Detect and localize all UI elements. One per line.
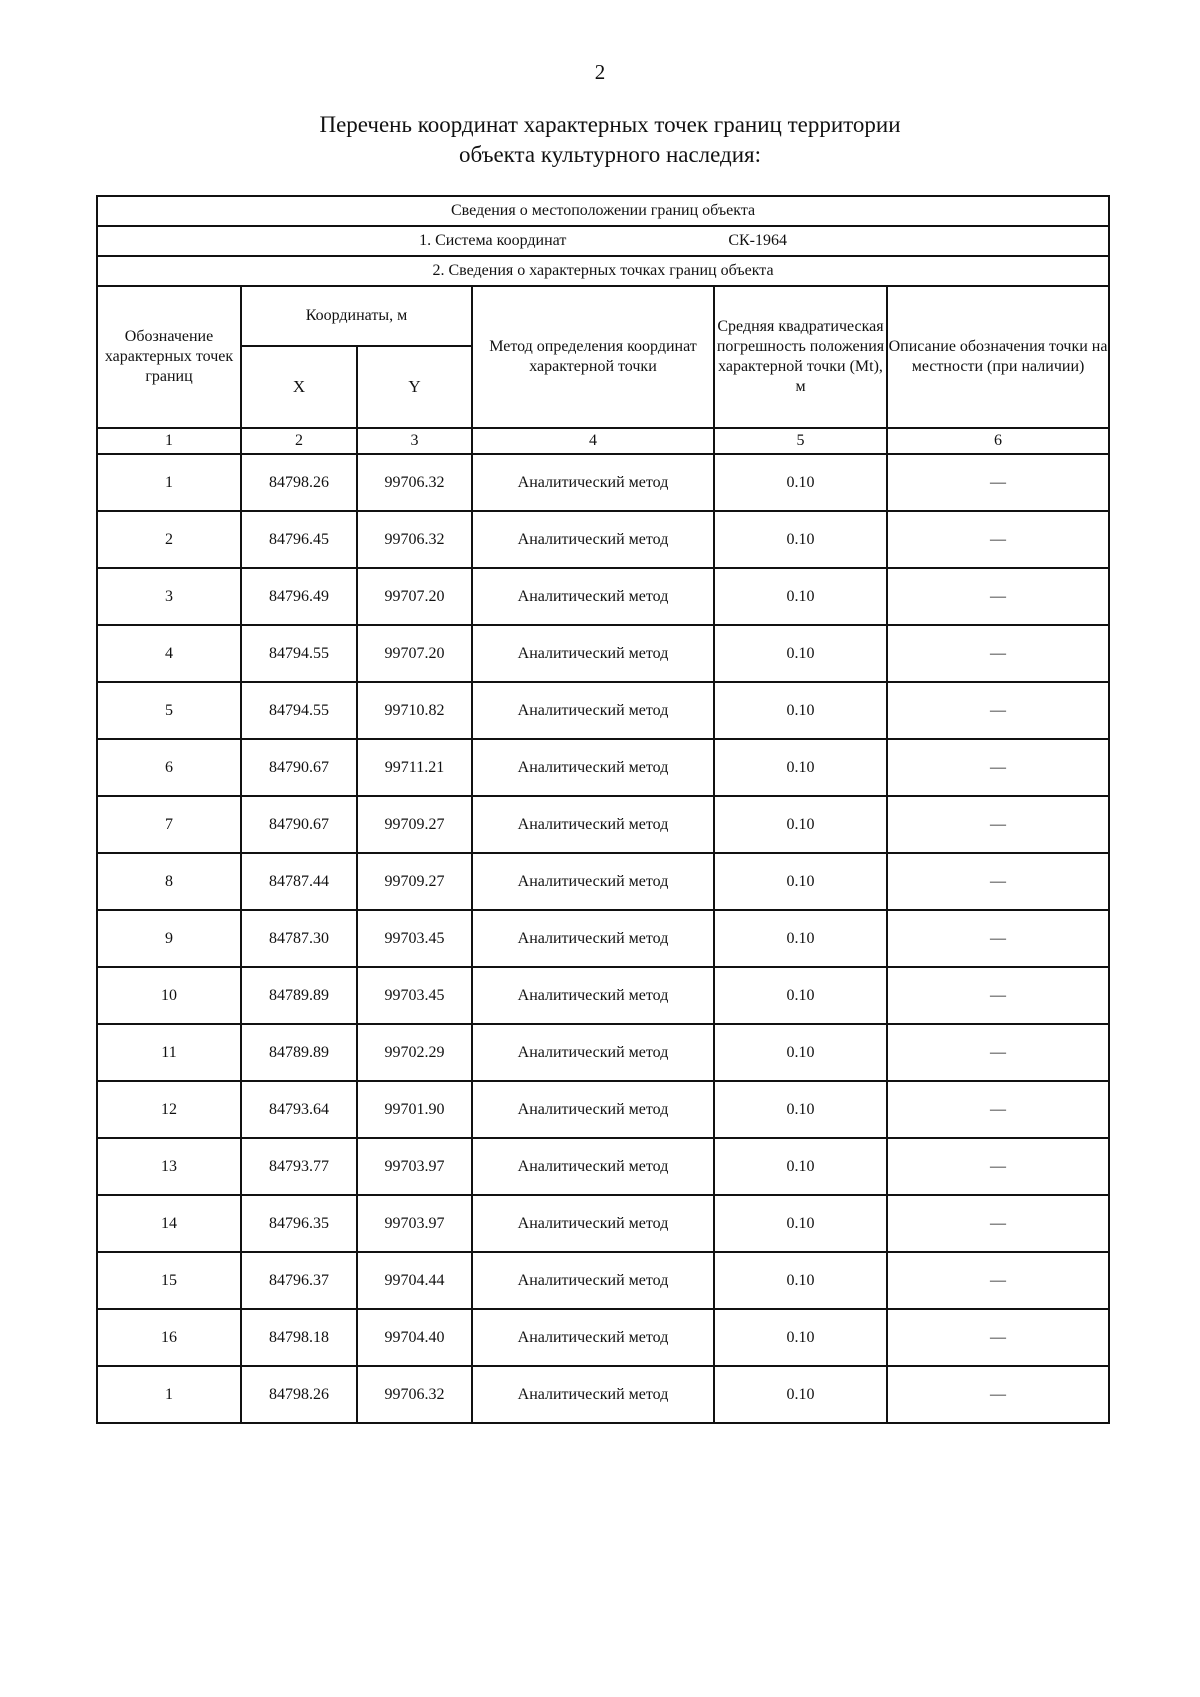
- table-row: [97, 967, 1109, 1024]
- error-cell: 0.10: [714, 1252, 887, 1309]
- column-number: 5: [714, 428, 887, 454]
- description-cell: —: [887, 853, 1109, 910]
- x-cell: 84793.64: [241, 1081, 357, 1138]
- x-cell: 84798.26: [241, 454, 357, 511]
- header-description: Описание обозначения точки на местности (при наличии): [887, 286, 1109, 428]
- coordinate-system-label: 1. Система координат: [419, 232, 567, 249]
- x-cell: 84796.37: [241, 1252, 357, 1309]
- error-cell: 0.10: [714, 1081, 887, 1138]
- error-cell: 0.10: [714, 1366, 887, 1423]
- y-cell: 99704.40: [357, 1309, 472, 1366]
- point-cell: 7: [97, 796, 241, 853]
- description-cell: —: [887, 910, 1109, 967]
- x-cell: 84790.67: [241, 796, 357, 853]
- error-cell: 0.10: [714, 1195, 887, 1252]
- error-cell: 0.10: [714, 568, 887, 625]
- description-cell: —: [887, 1081, 1109, 1138]
- y-cell: 99707.20: [357, 625, 472, 682]
- point-cell: 4: [97, 625, 241, 682]
- x-cell: 84796.45: [241, 511, 357, 568]
- error-cell: 0.10: [714, 511, 887, 568]
- y-cell: 99701.90: [357, 1081, 472, 1138]
- description-cell: —: [887, 625, 1109, 682]
- table-row: [97, 682, 1109, 739]
- method-cell: Аналитический метод: [472, 454, 714, 511]
- y-cell: 99702.29: [357, 1024, 472, 1081]
- y-cell: 99704.44: [357, 1252, 472, 1309]
- column-number: 1: [97, 428, 241, 454]
- error-cell: 0.10: [714, 796, 887, 853]
- document-title: [0, 110, 1200, 170]
- point-cell: 1: [97, 1366, 241, 1423]
- point-cell: 14: [97, 1195, 241, 1252]
- x-cell: 84794.55: [241, 682, 357, 739]
- method-cell: Аналитический метод: [472, 625, 714, 682]
- y-cell: 99703.45: [357, 910, 472, 967]
- point-cell: 16: [97, 1309, 241, 1366]
- y-cell: 99709.27: [357, 796, 472, 853]
- point-cell: 2: [97, 511, 241, 568]
- points-section-label: 2. Сведения о характерных точках границ объекта: [97, 256, 1109, 286]
- method-cell: Аналитический метод: [472, 853, 714, 910]
- point-cell: 13: [97, 1138, 241, 1195]
- description-cell: —: [887, 1366, 1109, 1423]
- y-cell: 99709.27: [357, 853, 472, 910]
- method-cell: Аналитический метод: [472, 1081, 714, 1138]
- y-cell: 99706.32: [357, 511, 472, 568]
- header-error: Средняя квадратическая погрешность положения характерной точки (Mt), м: [714, 286, 887, 428]
- point-cell: 6: [97, 739, 241, 796]
- header-method: Метод определения координат характерной точки: [472, 286, 714, 428]
- table-row: [97, 625, 1109, 682]
- y-cell: 99710.82: [357, 682, 472, 739]
- method-cell: Аналитический метод: [472, 1366, 714, 1423]
- description-cell: —: [887, 1195, 1109, 1252]
- x-cell: 84787.30: [241, 910, 357, 967]
- error-cell: 0.10: [714, 967, 887, 1024]
- coordinate-system-value: СК-1964: [728, 232, 787, 249]
- description-cell: —: [887, 967, 1109, 1024]
- column-number: 6: [887, 428, 1109, 454]
- y-cell: 99711.21: [357, 739, 472, 796]
- x-cell: 84794.55: [241, 625, 357, 682]
- method-cell: Аналитический метод: [472, 739, 714, 796]
- table-row: [97, 853, 1109, 910]
- table-row: [97, 511, 1109, 568]
- point-cell: 12: [97, 1081, 241, 1138]
- description-cell: —: [887, 739, 1109, 796]
- y-cell: 99703.97: [357, 1138, 472, 1195]
- table-row: [97, 796, 1109, 853]
- x-cell: 84798.18: [241, 1309, 357, 1366]
- y-cell: 99706.32: [357, 454, 472, 511]
- error-cell: 0.10: [714, 853, 887, 910]
- point-cell: 1: [97, 454, 241, 511]
- point-cell: 5: [97, 682, 241, 739]
- method-cell: Аналитический метод: [472, 1195, 714, 1252]
- error-cell: 0.10: [714, 1309, 887, 1366]
- table-row: [97, 739, 1109, 796]
- error-cell: 0.10: [714, 682, 887, 739]
- column-number: 2: [241, 428, 357, 454]
- table-row: [97, 1195, 1109, 1252]
- column-number: 4: [472, 428, 714, 454]
- error-cell: 0.10: [714, 739, 887, 796]
- method-cell: Аналитический метод: [472, 1024, 714, 1081]
- point-cell: 10: [97, 967, 241, 1024]
- method-cell: Аналитический метод: [472, 910, 714, 967]
- method-cell: Аналитический метод: [472, 967, 714, 1024]
- header-y: Y: [357, 346, 472, 428]
- header-point-designation: Обозначение характерных точек границ: [97, 286, 241, 428]
- title-line-1: Перечень координат характерных точек границ территории: [319, 112, 901, 137]
- method-cell: Аналитический метод: [472, 511, 714, 568]
- point-cell: 3: [97, 568, 241, 625]
- title-line-2: объекта культурного наследия:: [458, 142, 762, 167]
- y-cell: 99703.45: [357, 967, 472, 1024]
- x-cell: 84796.35: [241, 1195, 357, 1252]
- section-header: Сведения о местоположении границ объекта: [97, 196, 1109, 226]
- coordinate-system-row: [97, 226, 1109, 256]
- point-cell: 8: [97, 853, 241, 910]
- description-cell: —: [887, 454, 1109, 511]
- x-cell: 84796.49: [241, 568, 357, 625]
- x-cell: 84789.89: [241, 1024, 357, 1081]
- method-cell: Аналитический метод: [472, 568, 714, 625]
- column-number: 3: [357, 428, 472, 454]
- x-cell: 84793.77: [241, 1138, 357, 1195]
- description-cell: —: [887, 568, 1109, 625]
- header-coordinates: Координаты, м: [241, 286, 472, 346]
- point-cell: 15: [97, 1252, 241, 1309]
- description-cell: —: [887, 682, 1109, 739]
- description-cell: —: [887, 1252, 1109, 1309]
- page-number: 2: [594, 60, 606, 84]
- y-cell: 99703.97: [357, 1195, 472, 1252]
- error-cell: 0.10: [714, 910, 887, 967]
- table-row: [97, 568, 1109, 625]
- table-row: [97, 1138, 1109, 1195]
- table-row: [97, 910, 1109, 967]
- method-cell: Аналитический метод: [472, 1138, 714, 1195]
- table-row: [97, 1024, 1109, 1081]
- error-cell: 0.10: [714, 454, 887, 511]
- point-cell: 11: [97, 1024, 241, 1081]
- method-cell: Аналитический метод: [472, 1252, 714, 1309]
- table-row: [97, 1252, 1109, 1309]
- description-cell: —: [887, 511, 1109, 568]
- x-cell: 84798.26: [241, 1366, 357, 1423]
- method-cell: Аналитический метод: [472, 682, 714, 739]
- table-row: [97, 1366, 1109, 1423]
- x-cell: 84790.67: [241, 739, 357, 796]
- x-cell: 84787.44: [241, 853, 357, 910]
- point-cell: 9: [97, 910, 241, 967]
- header-x: X: [241, 346, 357, 428]
- description-cell: —: [887, 796, 1109, 853]
- y-cell: 99707.20: [357, 568, 472, 625]
- method-cell: Аналитический метод: [472, 796, 714, 853]
- x-cell: 84789.89: [241, 967, 357, 1024]
- table-row: [97, 1309, 1109, 1366]
- method-cell: Аналитический метод: [472, 1309, 714, 1366]
- error-cell: 0.10: [714, 1024, 887, 1081]
- description-cell: —: [887, 1024, 1109, 1081]
- error-cell: 0.10: [714, 1138, 887, 1195]
- error-cell: 0.10: [714, 625, 887, 682]
- coordinates-table: [96, 195, 1110, 1424]
- table-row: [97, 1081, 1109, 1138]
- y-cell: 99706.32: [357, 1366, 472, 1423]
- description-cell: —: [887, 1138, 1109, 1195]
- table-row: [97, 454, 1109, 511]
- description-cell: —: [887, 1309, 1109, 1366]
